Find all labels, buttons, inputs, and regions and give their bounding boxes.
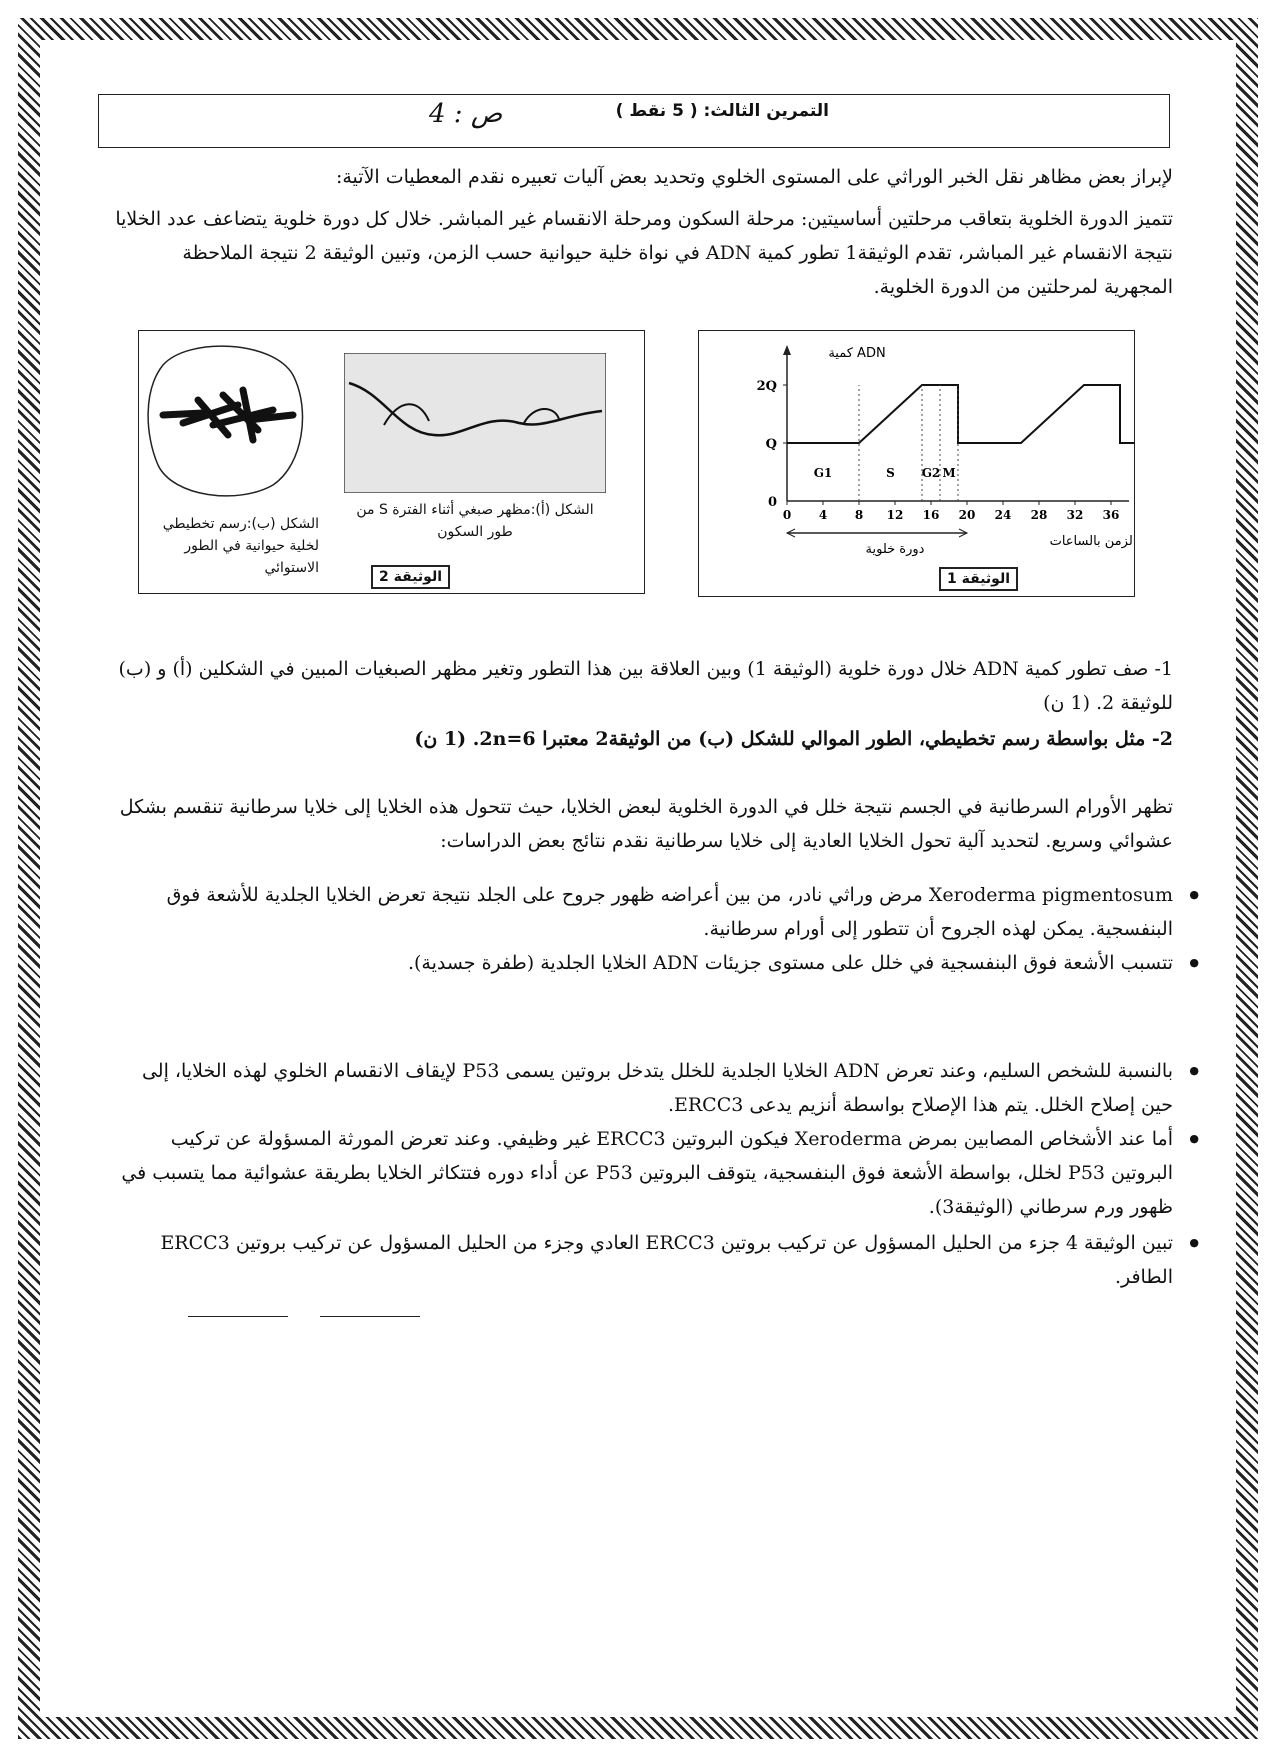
metaphase-cell-drawing bbox=[143, 335, 313, 500]
x-tick-label: 32 bbox=[1066, 508, 1084, 522]
x-tick-label: 36 bbox=[1102, 508, 1120, 522]
x-tick-label: 20 bbox=[958, 508, 976, 522]
figure-b-caption: الشكل (ب):رسم تخطيطي لخلية حيوانية في الطور الاستوائي bbox=[162, 516, 319, 576]
x-axis-label: الزمن بالساعات bbox=[1049, 534, 1134, 549]
y-axis-arrow bbox=[783, 345, 791, 355]
exercise-header bbox=[98, 94, 1170, 148]
figures-row bbox=[58, 330, 1218, 600]
question-2: 2- مثل بواسطة رسم تخطيطي، الطور الموالي للشكل (ب) من الوثيقة2 معتبرا 2n=6. (1 ن) bbox=[414, 728, 1173, 750]
x-tick-label: 24 bbox=[994, 508, 1012, 522]
figure-a-caption: الشكل (أ):مظهر صبغي أثناء الفترة S من طور السكون bbox=[356, 502, 594, 540]
divider-line bbox=[188, 1316, 288, 1317]
y-axis-label: كمية ADN bbox=[828, 346, 886, 361]
paragraph-cell-cycle: تتميز الدورة الخلوية بتعاقب مرحلتين أساسيتين: مرحلة السكون ومرحلة الانقسام غير المباشر. خلال كل دورة خلوية يتضاعف عدد الخلايا نتيجة الانقسام غير المباشر، تقدم الوثيقة1 تطور كمية ADN في نواة خلية حيوانية حسب الزمن، وتبين الوثيقة 2 نتيجة الملاحظة المجهرية لمرحلتين من الدورة الخلوية. bbox=[115, 208, 1173, 298]
x-tick-label: 0 bbox=[782, 508, 792, 522]
bullet-item: ● تتسبب الأشعة فوق البنفسجية في خلل على مستوى جزيئات ADN الخلايا الجلدية (طفرة جسدية). bbox=[113, 946, 1173, 980]
x-tick-label: 28 bbox=[1030, 508, 1048, 522]
s-phase-chromosome-image bbox=[344, 353, 606, 493]
paragraph-cancer: تظهر الأورام السرطانية في الجسم نتيجة خلل في الدورة الخلوية لبعض الخلايا، حيث تتحول هذه الخلايا إلى خلايا سرطانية تنقسم بشكل عشوائي وسريع. لتحديد آلية تحول الخلايا العادية إلى خلايا سرطانية نقدم نتائج بعض الدراسات: bbox=[119, 796, 1173, 852]
y-tick-label: 2Q bbox=[756, 379, 777, 394]
cycle-label: دورة خلوية bbox=[865, 542, 925, 557]
y-tick-label: Q bbox=[765, 437, 777, 452]
dna-quantity-chart bbox=[699, 331, 1134, 596]
divider-line bbox=[320, 1316, 420, 1317]
x-tick-label: 16 bbox=[922, 508, 940, 522]
y-tick-label: 0 bbox=[767, 495, 777, 510]
page-content bbox=[58, 60, 1218, 1700]
document-2-label: الوثيقة 2 bbox=[371, 565, 450, 589]
page-number: ص : 4 bbox=[429, 99, 503, 129]
document-2 bbox=[138, 330, 645, 594]
x-tick-label: 12 bbox=[886, 508, 904, 522]
document-1-chart bbox=[698, 330, 1135, 597]
bullet-item: ● أما عند الأشخاص المصابين بمرض Xeroderma فيكون البروتين ERCC3 غير وظيفي. وعند تعرض المورثة المسؤولة عن تركيب البروتين P53 لخلل، بواسطة الأشعة فوق البنفسجية، يتوقف البروتين P53 عن أداء دوره فتتكاثر الخلايا بطريقة عشوائية مما يتسبب في ظهور ورم سرطاني (الوثيقة3). bbox=[113, 1122, 1173, 1224]
x-tick-label: 4 bbox=[818, 508, 828, 522]
question-1: 1- صف تطور كمية ADN خلال دورة خلوية (الوثيقة 1) وبين العلاقة بين هذا التطور وتغير مظهر الصبغيات المبين في الشكلين (أ) و (ب) للوثيقة 2. (1 ن) bbox=[118, 658, 1173, 714]
exercise-title: التمرين الثالث: ( 5 نقط ) bbox=[615, 101, 829, 121]
dna-series-line bbox=[787, 385, 1134, 443]
bullet-item: ● بالنسبة للشخص السليم، وعند تعرض ADN الخلايا الجلدية للخلل يتدخل بروتين يسمى P53 لإيقاف الانقسام الخلوي لهذه الخلايا، إلى حين إصلاح الخلل. يتم هذا الإصلاح بواسطة أنزيم يدعى ERCC3. bbox=[113, 1054, 1173, 1122]
phase-label: S bbox=[886, 466, 895, 480]
document-1-label: الوثيقة 1 bbox=[939, 567, 1018, 591]
intro-text: لإبراز بعض مظاهر نقل الخبر الوراثي على المستوى الخلوي وتحديد بعض آليات تعبيره نقدم المعطيات الآتية: bbox=[335, 166, 1173, 188]
phase-label: G1 bbox=[813, 466, 833, 480]
phase-label: G2 bbox=[921, 466, 941, 480]
phase-label: M bbox=[942, 466, 956, 480]
x-tick-label: 8 bbox=[854, 508, 864, 522]
bullet-item: ● تبين الوثيقة 4 جزء من الحليل المسؤول عن تركيب بروتين ERCC3 العادي وجزء من الحليل المسؤول عن تركيب بروتين ERCC3 الطافر. bbox=[113, 1226, 1173, 1294]
bullet-item: ● Xeroderma pigmentosum مرض وراثي نادر، من بين أعراضه ظهور جروح على الجلد نتيجة تعرض الخلايا الجلدية للأشعة فوق البنفسجية. يمكن لهذه الجروح أن تتطور إلى أورام سرطانية. bbox=[113, 878, 1173, 946]
